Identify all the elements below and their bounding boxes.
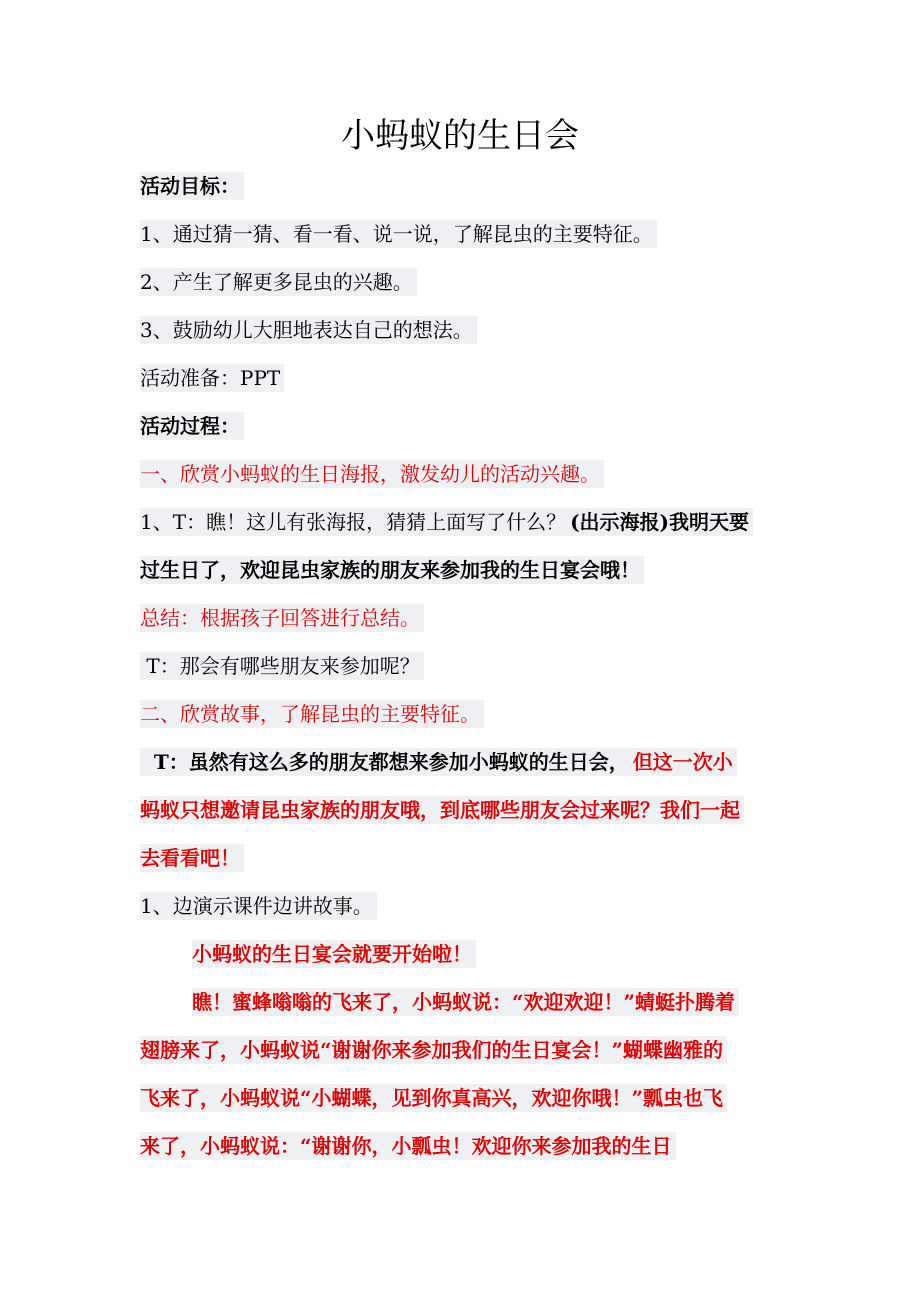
story-line-1: 小蚂蚁的生日宴会就要开始啦！ xyxy=(192,930,780,978)
goal-item-3: 3、鼓励幼儿大胆地表达自己的想法。 xyxy=(140,306,780,354)
summary-line: 总结：根据孩子回答进行总结。 xyxy=(140,594,780,642)
story-line-3: 翅膀来了，小蚂蚁说“谢谢你来参加我们的生日宴会！”蝴蝶幽雅的 xyxy=(140,1026,780,1074)
process-heading: 活动过程： xyxy=(140,402,780,450)
section-2-line-2: 蚂蚁只想邀请昆虫家族的朋友哦，到底哪些朋友会过来呢？我们一起 xyxy=(140,786,780,834)
section-1-heading: 一、欣赏小蚂蚁的生日海报，激发幼儿的活动兴趣。 xyxy=(140,450,780,498)
section-2-heading: 二、欣赏故事，了解昆虫的主要特征。 xyxy=(140,690,780,738)
section-2-line-1: T：虽然有这么多的朋友都想来参加小蚂蚁的生日会， 但这一次小 xyxy=(140,738,780,786)
goals-heading: 活动目标： xyxy=(140,162,780,210)
story-line-4: 飞来了，小蚂蚁说“小蝴蝶，见到你真高兴，欢迎你哦！”瓢虫也飞 xyxy=(140,1074,780,1122)
goal-item-2: 2、产生了解更多昆虫的兴趣。 xyxy=(140,258,780,306)
section-1-line-1: 1、T：瞧！这儿有张海报，猜猜上面写了什么？ (出示海报)我明天要 xyxy=(140,498,780,546)
section-1-line-2: 过生日了，欢迎昆虫家族的朋友来参加我的生日宴会哦！ xyxy=(140,546,780,594)
story-line-2: 瞧！蜜蜂嗡嗡的飞来了，小蚂蚁说：“欢迎欢迎！”蜻蜓扑腾着 xyxy=(192,978,780,1026)
document-title: 小蚂蚁的生日会 xyxy=(341,116,579,156)
goal-item-1: 1、通过猜一猜、看一看、说一说，了解昆虫的主要特征。 xyxy=(140,210,780,258)
preparation-line: 活动准备：PPT xyxy=(140,354,780,402)
question-line: T：那会有哪些朋友来参加呢？ xyxy=(140,642,780,690)
section-2-line-3: 去看看吧！ xyxy=(140,834,780,882)
story-line-5: 来了，小蚂蚁说：“谢谢你，小瓢虫！欢迎你来参加我的生日 xyxy=(140,1122,780,1170)
step-1-line: 1、边演示课件边讲故事。 xyxy=(140,882,780,930)
